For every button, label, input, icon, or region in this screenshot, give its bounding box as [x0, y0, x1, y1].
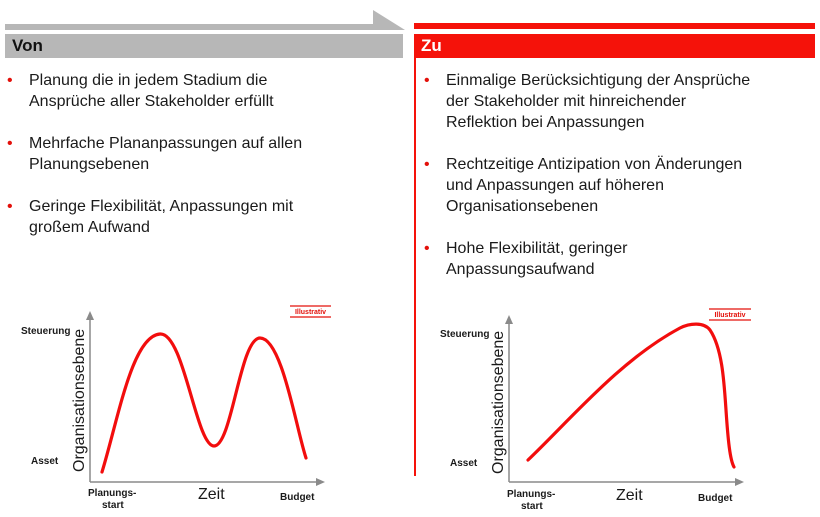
illustrativ-label: Illustrativ — [294, 309, 327, 316]
von-header-label: Von — [12, 36, 43, 55]
bullet-dot-icon: • — [7, 72, 13, 89]
bullet-text-line: Anpassungsaufwand — [446, 261, 595, 278]
bullet-text-line: großem Aufwand — [29, 219, 150, 236]
zu-chart — [440, 309, 751, 512]
bullet-text-line: Reflektion bei Anpassungen — [446, 114, 645, 131]
bullet-text-line: Organisationsebenen — [446, 198, 599, 215]
y-bottom-label: Asset — [31, 456, 59, 467]
y-axis-arrow-icon — [86, 311, 94, 320]
bullet-text-line: Rechtzeitige Antizipation von Änderungen — [446, 156, 743, 173]
y-axis-arrow-icon — [505, 315, 513, 324]
bullet-text-line: und Anpassungen auf höheren — [446, 177, 664, 194]
von-chart — [21, 306, 331, 511]
zu-curve — [528, 324, 734, 467]
x-start-label: Planungs- — [507, 489, 556, 500]
zu-header-label: Zu — [421, 36, 442, 55]
von-curve — [102, 334, 306, 472]
bullet-text-line: Planungsebenen — [29, 156, 150, 173]
y-bottom-label: Asset — [450, 458, 478, 469]
x-start-label: Planungs- — [88, 488, 137, 499]
bullet-dot-icon: • — [424, 156, 430, 173]
illustrativ-label: Illustrativ — [714, 312, 746, 319]
illustrativ-badge — [709, 309, 751, 320]
x-end-label: Budget — [698, 493, 733, 504]
illustrativ-badge — [290, 306, 331, 317]
x-axis-arrow-icon — [735, 478, 744, 486]
bullet-dot-icon: • — [7, 135, 13, 152]
y-top-label: Steuerung — [440, 329, 490, 340]
y-axis-title: Organisationsebene — [490, 330, 507, 474]
x-axis-title: Zeit — [198, 486, 225, 503]
x-axis-arrow-icon — [316, 478, 325, 486]
x-start-label-2: start — [521, 501, 543, 512]
y-axis-title: Organisationsebene — [71, 328, 88, 472]
bullet-text-line: Ansprüche aller Stakeholder erfüllt — [29, 93, 274, 110]
y-top-label: Steuerung — [21, 326, 71, 337]
bullet-dot-icon: • — [7, 198, 13, 215]
bullet-text-line: Geringe Flexibilität, Anpassungen mit — [29, 198, 294, 215]
bullet-text-line: Planung die in jedem Stadium die — [29, 72, 268, 89]
bullet-dot-icon: • — [424, 72, 430, 89]
x-start-label-2: start — [102, 500, 124, 511]
bullet-text-line: Hohe Flexibilität, geringer — [446, 240, 628, 257]
x-axis-title: Zeit — [616, 487, 643, 504]
bullet-text-line: Einmalige Berücksichtigung der Ansprüche — [446, 72, 751, 89]
bullet-text-line: Mehrfache Plananpassungen auf allen — [29, 135, 303, 152]
bullet-text-line: der Stakeholder mit hinreichender — [446, 93, 687, 110]
x-end-label: Budget — [280, 492, 315, 503]
bullet-dot-icon: • — [424, 240, 430, 257]
